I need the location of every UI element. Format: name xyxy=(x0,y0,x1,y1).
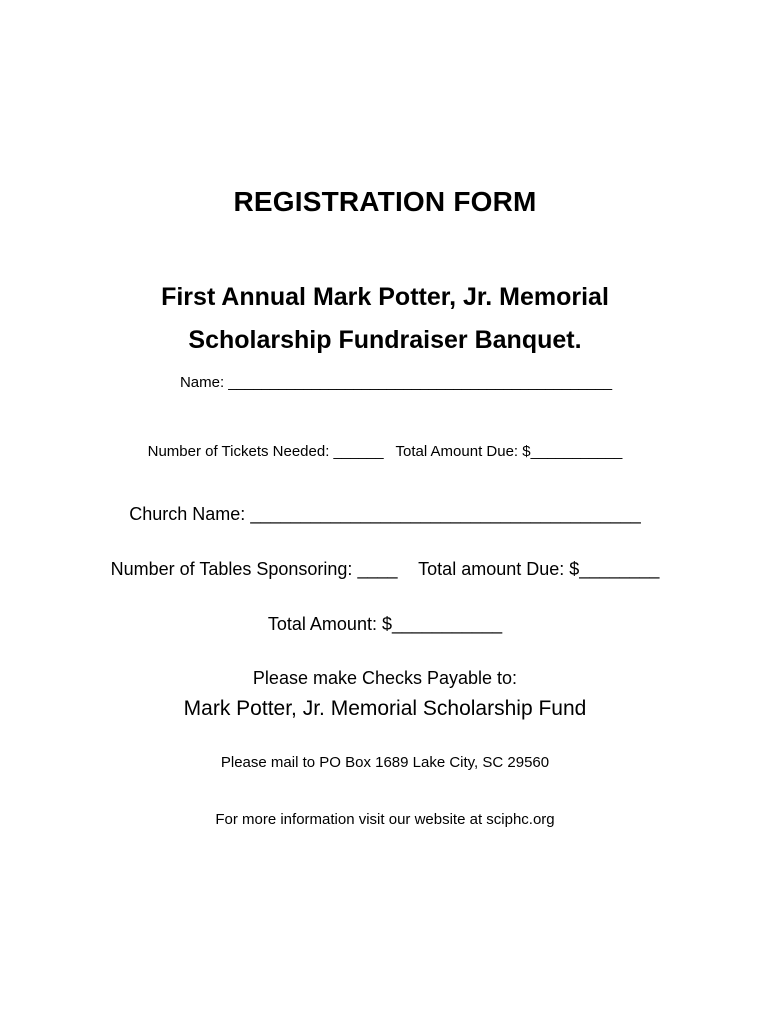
church-field-row xyxy=(0,504,770,525)
event-title-line-2: Scholarship Fundraiser Banquet. xyxy=(188,326,582,354)
mailing-address: Please mail to PO Box 1689 Lake City, SC 29560 xyxy=(220,754,550,771)
checks-payable-text: Please make Checks Payable to: xyxy=(252,668,518,688)
total-amount-row xyxy=(0,614,770,635)
tickets-field-row xyxy=(0,443,770,460)
form-title: REGISTRATION FORM xyxy=(233,186,537,217)
website-info: For more information visit our website at sciphc.org xyxy=(215,811,555,828)
tickets-total-blank[interactable]: ___________ xyxy=(530,443,623,460)
event-title-line-1: First Annual Mark Potter, Jr. Memorial xyxy=(161,283,609,311)
tables-total-blank[interactable]: ________ xyxy=(579,559,660,579)
name-label: Name: xyxy=(179,374,225,391)
tables-total-label: Total amount Due: $ xyxy=(418,559,580,579)
name-blank[interactable]: ______________________________________________ xyxy=(228,374,613,391)
tickets-blank[interactable]: ______ xyxy=(333,443,384,460)
total-amount-blank[interactable]: ___________ xyxy=(391,614,503,634)
church-label: Church Name: xyxy=(129,504,246,524)
tickets-total-label: Total Amount Due: $ xyxy=(395,443,531,460)
tables-label: Number of Tables Sponsoring: xyxy=(110,559,353,579)
tickets-label: Number of Tickets Needed: xyxy=(147,443,330,460)
name-field-row xyxy=(11,374,770,391)
tables-field-row xyxy=(0,559,770,580)
fund-name: Mark Potter, Jr. Memorial Scholarship Fund xyxy=(183,697,587,720)
tables-blank[interactable]: ____ xyxy=(357,559,398,579)
church-blank[interactable]: _______________________________________ xyxy=(250,504,641,524)
total-amount-label: Total Amount: $ xyxy=(267,614,392,634)
